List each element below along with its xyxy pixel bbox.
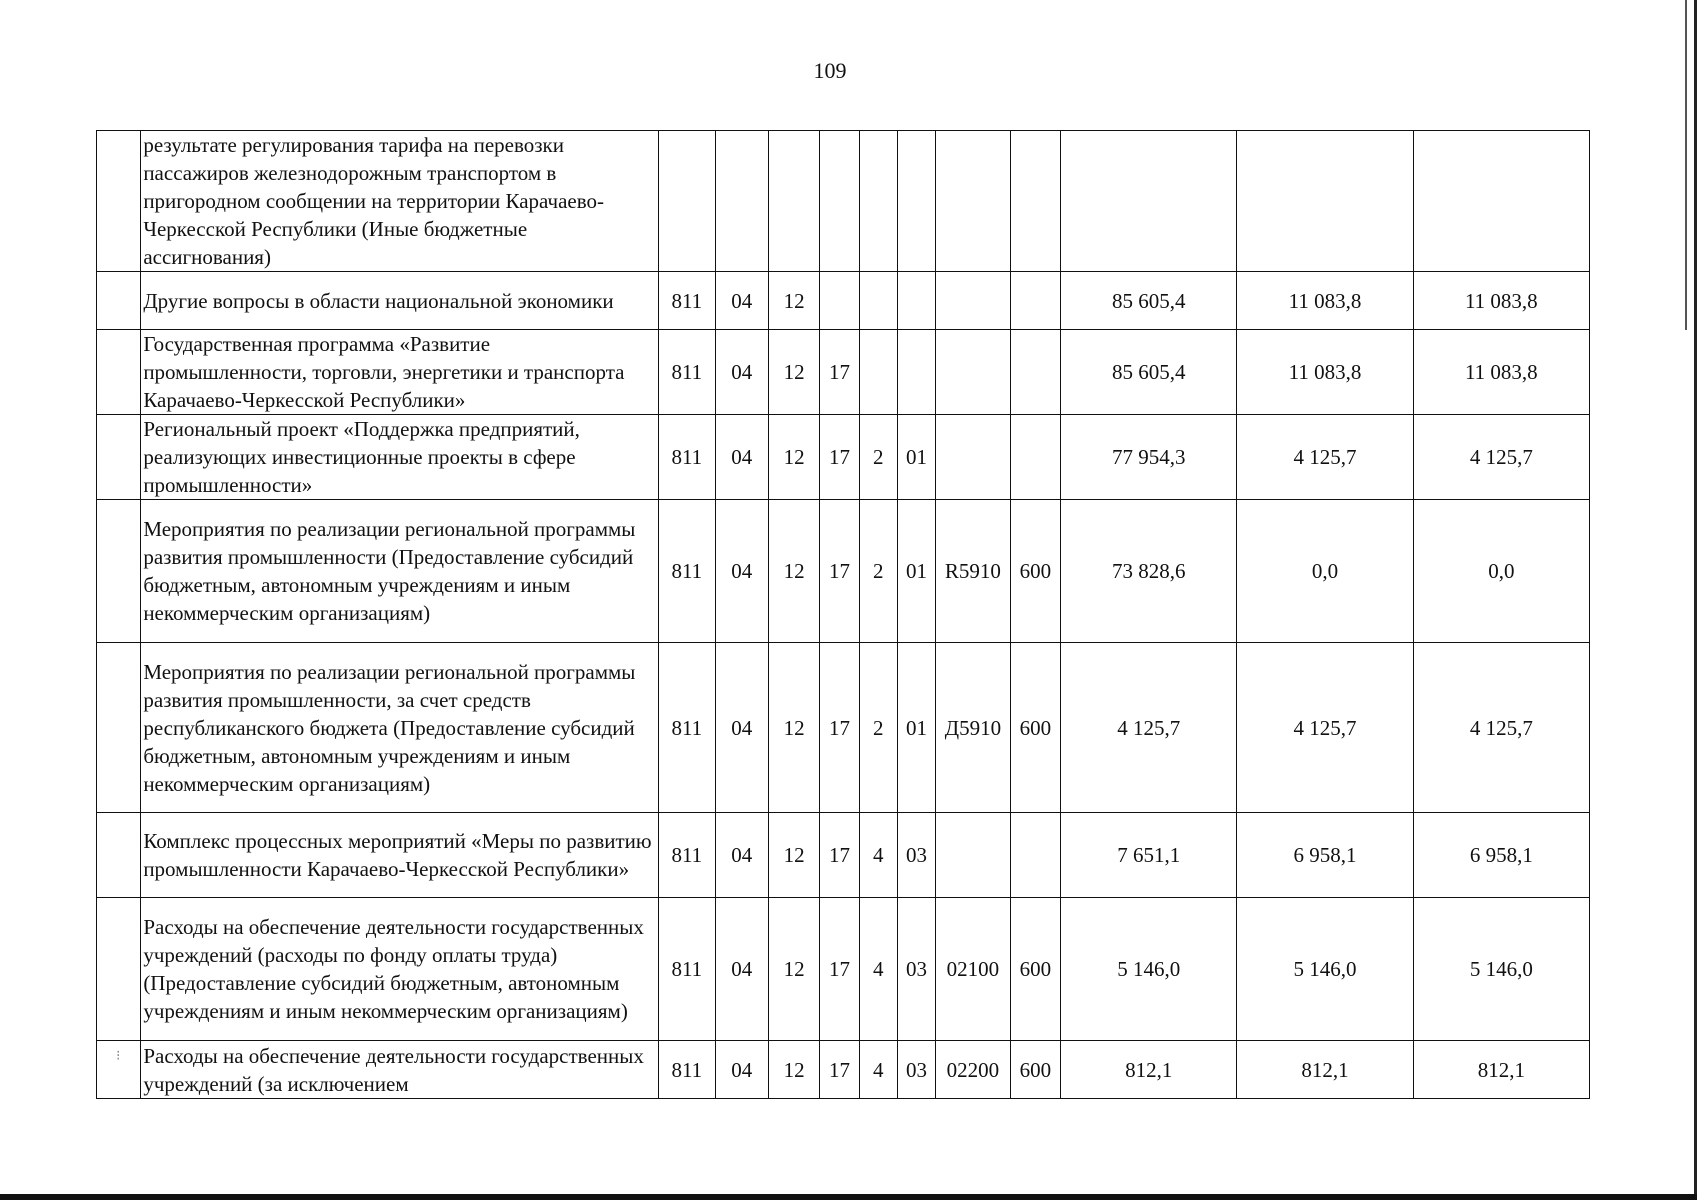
- amount-year1-cell: 7 651,1: [1061, 813, 1237, 898]
- amount-year1-cell: 85 605,4: [1061, 330, 1237, 415]
- row-index-cell: [97, 131, 141, 272]
- item-name-cell: Мероприятия по реализации региональной программы развития промышленности (Предоставление субсидий бюджетным, автономным учреждениям и иным некоммерческим организациям): [141, 500, 659, 643]
- expense-type-cell: 600: [1010, 643, 1060, 813]
- program-code-cell: 17: [820, 330, 859, 415]
- amount-year1-cell: 5 146,0: [1061, 898, 1237, 1041]
- table-row: [97, 643, 1590, 813]
- expense-type-cell: 600: [1010, 500, 1060, 643]
- amount-year3-cell: 4 125,7: [1413, 643, 1589, 813]
- item-name-cell: Мероприятия по реализации региональной программы развития промышленности, за счет средств республиканского бюджета (Предоставление субсидий бюджетным, автономным учреждениям и иным некоммерческим организациям): [141, 643, 659, 813]
- program-code-cell: 17: [820, 898, 859, 1041]
- amount-year2-cell: 4 125,7: [1237, 643, 1413, 813]
- section-code-cell: 04: [715, 415, 768, 500]
- ministry-code-cell: 811: [659, 813, 715, 898]
- subprogram-code-cell: [859, 131, 897, 272]
- direction-code-cell: 02100: [936, 898, 1011, 1041]
- item-name-cell: Другие вопросы в области национальной экономики: [141, 272, 659, 330]
- table-row: [97, 272, 1590, 330]
- direction-code-cell: [936, 415, 1011, 500]
- expense-type-cell: [1010, 813, 1060, 898]
- amount-year1-cell: 85 605,4: [1061, 272, 1237, 330]
- program-code-cell: 17: [820, 643, 859, 813]
- amount-year2-cell: 6 958,1: [1237, 813, 1413, 898]
- item-name-cell: Государственная программа «Развитие промышленности, торговли, энергетики и транспорта Карачаево-Черкесской Республики»: [141, 330, 659, 415]
- item-name-cell: Региональный проект «Поддержка предприятий, реализующих инвестиционные проекты в сфере промышленности»: [141, 415, 659, 500]
- event-code-cell: 03: [897, 898, 935, 1041]
- table-row: [97, 500, 1590, 643]
- amount-year2-cell: 4 125,7: [1237, 415, 1413, 500]
- direction-code-cell: [936, 330, 1011, 415]
- ministry-code-cell: 811: [659, 500, 715, 643]
- amount-year3-cell: 11 083,8: [1413, 330, 1589, 415]
- section-code-cell: 04: [715, 813, 768, 898]
- program-code-cell: 17: [820, 500, 859, 643]
- event-code-cell: [897, 272, 935, 330]
- event-code-cell: [897, 330, 935, 415]
- amount-year1-cell: 4 125,7: [1061, 643, 1237, 813]
- direction-code-cell: Д5910: [936, 643, 1011, 813]
- amount-year3-cell: 5 146,0: [1413, 898, 1589, 1041]
- subsection-code-cell: 12: [768, 330, 819, 415]
- ministry-code-cell: 811: [659, 643, 715, 813]
- amount-year2-cell: 812,1: [1237, 1041, 1413, 1099]
- subsection-code-cell: 12: [768, 643, 819, 813]
- subsection-code-cell: 12: [768, 898, 819, 1041]
- expense-type-cell: [1010, 415, 1060, 500]
- subsection-code-cell: 12: [768, 500, 819, 643]
- amount-year1-cell: 73 828,6: [1061, 500, 1237, 643]
- item-name-cell: Комплекс процессных мероприятий «Меры по развитию промышленности Карачаево-Черкесской Республики»: [141, 813, 659, 898]
- program-code-cell: [820, 131, 859, 272]
- direction-code-cell: [936, 131, 1011, 272]
- section-code-cell: 04: [715, 330, 768, 415]
- section-code-cell: 04: [715, 500, 768, 643]
- ministry-code-cell: [659, 131, 715, 272]
- expense-type-cell: [1010, 272, 1060, 330]
- subprogram-code-cell: [859, 330, 897, 415]
- event-code-cell: [897, 131, 935, 272]
- expense-type-cell: 600: [1010, 1041, 1060, 1099]
- ministry-code-cell: 811: [659, 272, 715, 330]
- direction-code-cell: [936, 813, 1011, 898]
- page-right-edge-inner: [1685, 0, 1687, 330]
- amount-year3-cell: [1413, 131, 1589, 272]
- section-code-cell: 04: [715, 1041, 768, 1099]
- amount-year1-cell: 812,1: [1061, 1041, 1237, 1099]
- table-row: [97, 813, 1590, 898]
- table-row: [97, 1041, 1590, 1099]
- ministry-code-cell: 811: [659, 898, 715, 1041]
- program-code-cell: [820, 272, 859, 330]
- budget-table: [96, 130, 1590, 1099]
- table-body: [97, 131, 1590, 1099]
- page-bottom-edge: [0, 1194, 1697, 1200]
- event-code-cell: 03: [897, 813, 935, 898]
- amount-year3-cell: 4 125,7: [1413, 415, 1589, 500]
- expense-type-cell: 600: [1010, 898, 1060, 1041]
- program-code-cell: 17: [820, 415, 859, 500]
- subprogram-code-cell: 2: [859, 643, 897, 813]
- row-index-cell: [97, 415, 141, 500]
- item-name-cell: Расходы на обеспечение деятельности государственных учреждений (за исключением: [141, 1041, 659, 1099]
- direction-code-cell: R5910: [936, 500, 1011, 643]
- event-code-cell: 01: [897, 643, 935, 813]
- subprogram-code-cell: 2: [859, 500, 897, 643]
- row-index-cell: [97, 272, 141, 330]
- amount-year2-cell: 11 083,8: [1237, 330, 1413, 415]
- program-code-cell: 17: [820, 813, 859, 898]
- row-index-cell: [97, 898, 141, 1041]
- amount-year2-cell: [1237, 131, 1413, 272]
- subprogram-code-cell: 4: [859, 898, 897, 1041]
- scan-artifact-mark: ⁝: [116, 1049, 121, 1064]
- event-code-cell: 03: [897, 1041, 935, 1099]
- subsection-code-cell: 12: [768, 813, 819, 898]
- subprogram-code-cell: [859, 272, 897, 330]
- amount-year3-cell: 812,1: [1413, 1041, 1589, 1099]
- table-row: [97, 330, 1590, 415]
- subsection-code-cell: 12: [768, 415, 819, 500]
- expense-type-cell: [1010, 330, 1060, 415]
- event-code-cell: 01: [897, 500, 935, 643]
- expense-type-cell: [1010, 131, 1060, 272]
- direction-code-cell: [936, 272, 1011, 330]
- amount-year2-cell: 0,0: [1237, 500, 1413, 643]
- direction-code-cell: 02200: [936, 1041, 1011, 1099]
- subsection-code-cell: 12: [768, 1041, 819, 1099]
- amount-year3-cell: 6 958,1: [1413, 813, 1589, 898]
- subprogram-code-cell: 4: [859, 813, 897, 898]
- amount-year1-cell: 77 954,3: [1061, 415, 1237, 500]
- section-code-cell: [715, 131, 768, 272]
- item-name-cell: результате регулирования тарифа на перевозки пассажиров железнодорожным транспортом в пригородном сообщении на территории Карачаево-Черкесской Республики (Иные бюджетные ассигнования): [141, 131, 659, 272]
- amount-year2-cell: 11 083,8: [1237, 272, 1413, 330]
- table-row: [97, 898, 1590, 1041]
- row-index-cell: [97, 813, 141, 898]
- event-code-cell: 01: [897, 415, 935, 500]
- amount-year1-cell: [1061, 131, 1237, 272]
- program-code-cell: 17: [820, 1041, 859, 1099]
- row-index-cell: [97, 500, 141, 643]
- table-row: [97, 131, 1590, 272]
- ministry-code-cell: 811: [659, 330, 715, 415]
- ministry-code-cell: 811: [659, 1041, 715, 1099]
- amount-year3-cell: 0,0: [1413, 500, 1589, 643]
- section-code-cell: 04: [715, 643, 768, 813]
- item-name-cell: Расходы на обеспечение деятельности государственных учреждений (расходы по фонду оплаты труда) (Предоставление субсидий бюджетным, автономным учреждениям и иным некоммерческим организациям): [141, 898, 659, 1041]
- row-index-cell: [97, 643, 141, 813]
- ministry-code-cell: 811: [659, 415, 715, 500]
- subprogram-code-cell: 4: [859, 1041, 897, 1099]
- table-row: [97, 415, 1590, 500]
- amount-year2-cell: 5 146,0: [1237, 898, 1413, 1041]
- subsection-code-cell: [768, 131, 819, 272]
- subprogram-code-cell: 2: [859, 415, 897, 500]
- subsection-code-cell: 12: [768, 272, 819, 330]
- amount-year3-cell: 11 083,8: [1413, 272, 1589, 330]
- section-code-cell: 04: [715, 272, 768, 330]
- page-number: 109: [813, 58, 847, 83]
- row-index-cell: [97, 330, 141, 415]
- section-code-cell: 04: [715, 898, 768, 1041]
